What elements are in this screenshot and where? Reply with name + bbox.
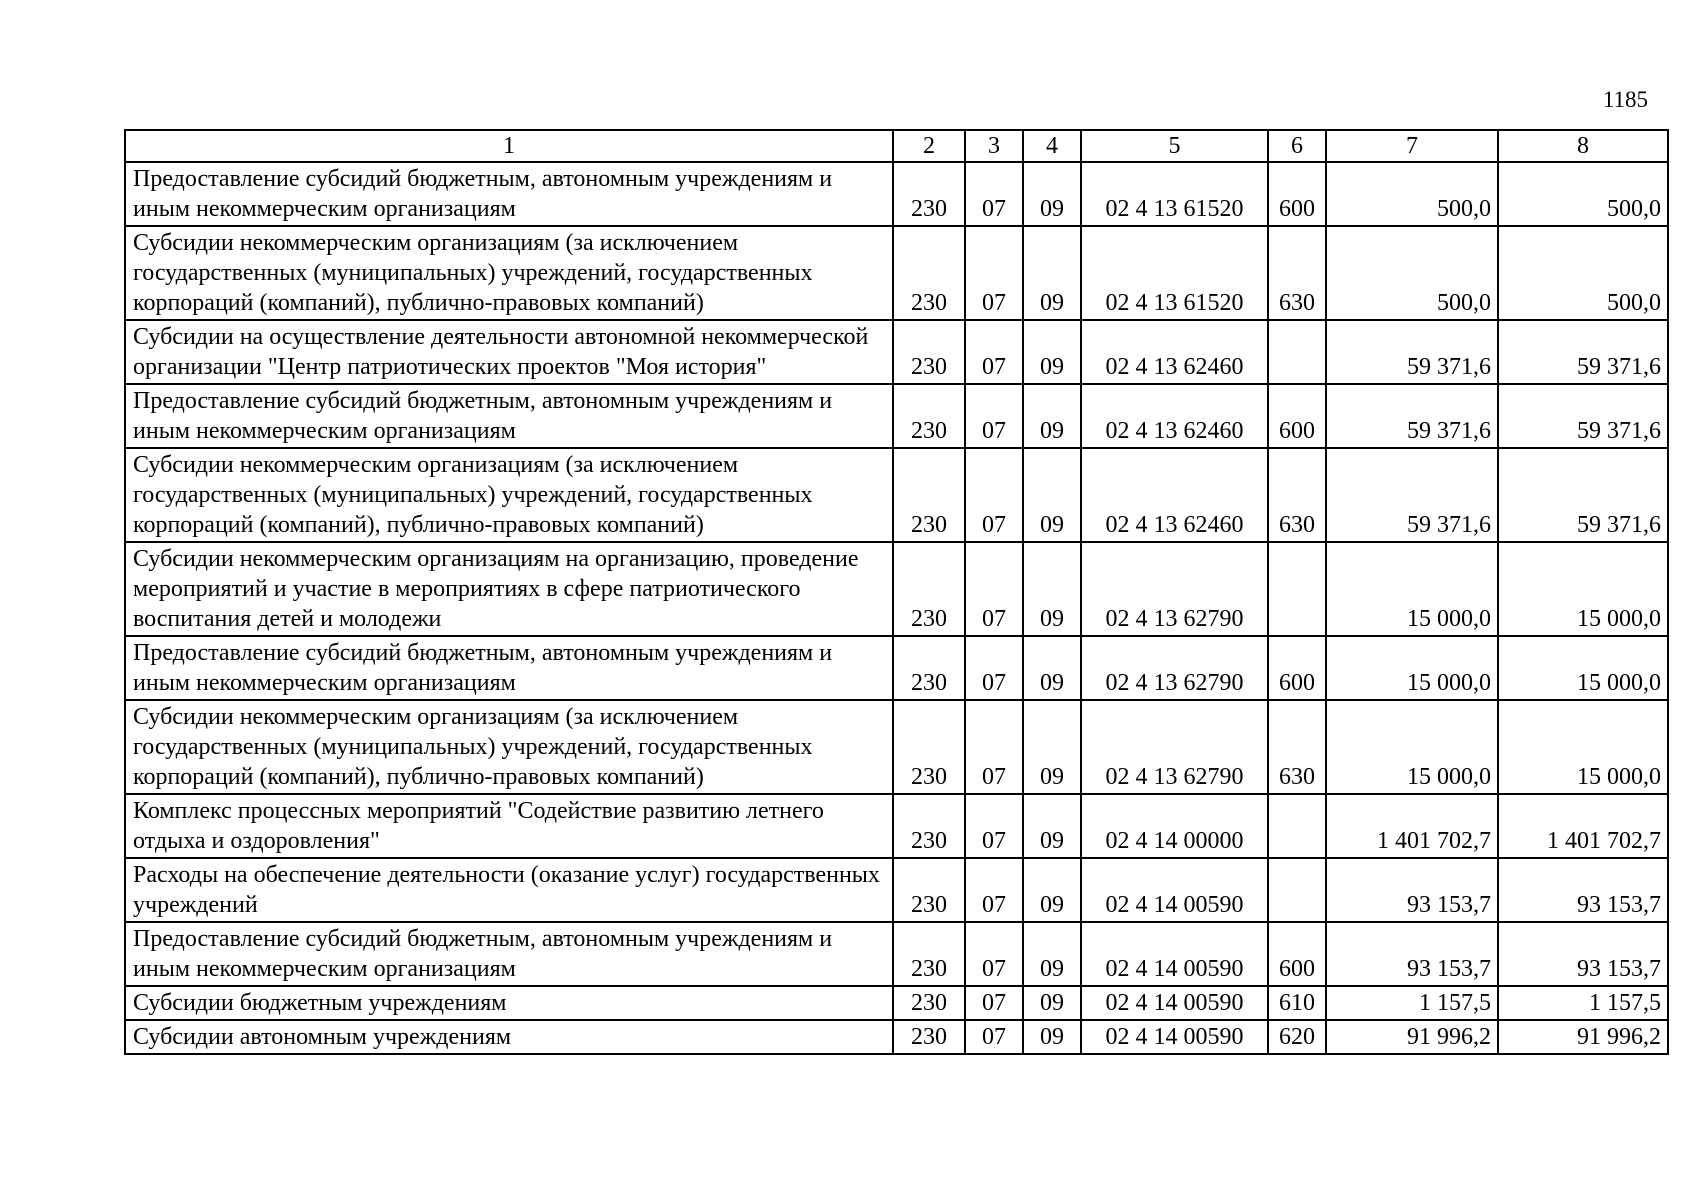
cell-code-2: 230 (893, 542, 965, 636)
cell-code-2: 230 (893, 320, 965, 384)
cell-amount-7: 59 371,6 (1326, 448, 1498, 542)
cell-code-5: 02 4 14 00590 (1081, 1020, 1268, 1054)
table-row (125, 226, 1668, 320)
page-number: 1185 (1602, 87, 1648, 112)
cell-code-6 (1268, 858, 1326, 922)
column-header: 3 (965, 130, 1023, 162)
cell-code-3: 07 (965, 794, 1023, 858)
table-row (125, 986, 1668, 1020)
cell-code-5: 02 4 13 62460 (1081, 320, 1268, 384)
cell-code-6: 630 (1268, 448, 1326, 542)
table-row (125, 542, 1668, 636)
cell-amount-8: 15 000,0 (1498, 542, 1668, 636)
column-header: 8 (1498, 130, 1668, 162)
cell-code-3: 07 (965, 700, 1023, 794)
table-row (125, 1020, 1668, 1054)
cell-code-2: 230 (893, 636, 965, 700)
cell-code-4: 09 (1023, 226, 1081, 320)
cell-code-2: 230 (893, 384, 965, 448)
column-header: 7 (1326, 130, 1498, 162)
cell-code-2: 230 (893, 162, 965, 226)
cell-code-4: 09 (1023, 384, 1081, 448)
cell-code-2: 230 (893, 1020, 965, 1054)
cell-code-6 (1268, 320, 1326, 384)
row-name: Предоставление субсидий бюджетным, автономным учреждениям и иным некоммерческим организациям (125, 162, 893, 226)
cell-amount-7: 59 371,6 (1326, 384, 1498, 448)
cell-code-3: 07 (965, 1020, 1023, 1054)
cell-code-5: 02 4 14 00590 (1081, 858, 1268, 922)
cell-code-2: 230 (893, 448, 965, 542)
cell-amount-7: 1 401 702,7 (1326, 794, 1498, 858)
cell-amount-8: 500,0 (1498, 162, 1668, 226)
row-name: Предоставление субсидий бюджетным, автономным учреждениям и иным некоммерческим организациям (125, 636, 893, 700)
table-row (125, 384, 1668, 448)
cell-code-4: 09 (1023, 858, 1081, 922)
row-name: Расходы на обеспечение деятельности (оказание услуг) государственных учреждений (125, 858, 893, 922)
cell-amount-8: 15 000,0 (1498, 636, 1668, 700)
cell-code-4: 09 (1023, 542, 1081, 636)
row-name: Субсидии некоммерческим организациям (за исключением государственных (муниципальных) учреждений, государственных корпораций (компаний), публично-правовых компаний) (125, 448, 893, 542)
cell-code-6: 600 (1268, 922, 1326, 986)
row-name: Предоставление субсидий бюджетным, автономным учреждениям и иным некоммерческим организациям (125, 384, 893, 448)
column-header: 2 (893, 130, 965, 162)
cell-amount-8: 59 371,6 (1498, 320, 1668, 384)
row-name: Предоставление субсидий бюджетным, автономным учреждениям и иным некоммерческим организациям (125, 922, 893, 986)
header-row (125, 130, 1668, 162)
cell-code-2: 230 (893, 858, 965, 922)
cell-amount-7: 500,0 (1326, 226, 1498, 320)
cell-amount-8: 91 996,2 (1498, 1020, 1668, 1054)
cell-code-5: 02 4 13 62460 (1081, 384, 1268, 448)
cell-code-6: 620 (1268, 1020, 1326, 1054)
cell-amount-7: 1 157,5 (1326, 986, 1498, 1020)
row-name: Субсидии бюджетным учреждениям (125, 986, 893, 1020)
cell-code-4: 09 (1023, 986, 1081, 1020)
cell-code-6: 630 (1268, 226, 1326, 320)
cell-amount-8: 59 371,6 (1498, 448, 1668, 542)
cell-code-4: 09 (1023, 636, 1081, 700)
cell-code-6: 610 (1268, 986, 1326, 1020)
cell-code-5: 02 4 14 00590 (1081, 922, 1268, 986)
row-name: Субсидии на осуществление деятельности автономной некоммерческой организации "Центр патриотических проектов "Моя история" (125, 320, 893, 384)
cell-amount-8: 93 153,7 (1498, 922, 1668, 986)
cell-amount-8: 59 371,6 (1498, 384, 1668, 448)
cell-code-3: 07 (965, 226, 1023, 320)
cell-code-2: 230 (893, 700, 965, 794)
cell-amount-8: 93 153,7 (1498, 858, 1668, 922)
cell-code-3: 07 (965, 858, 1023, 922)
table-row (125, 858, 1668, 922)
cell-code-4: 09 (1023, 448, 1081, 542)
cell-code-3: 07 (965, 448, 1023, 542)
cell-amount-8: 1 401 702,7 (1498, 794, 1668, 858)
cell-code-6: 600 (1268, 384, 1326, 448)
cell-amount-7: 91 996,2 (1326, 1020, 1498, 1054)
cell-code-5: 02 4 14 00590 (1081, 986, 1268, 1020)
cell-code-3: 07 (965, 986, 1023, 1020)
cell-amount-8: 1 157,5 (1498, 986, 1668, 1020)
cell-code-2: 230 (893, 794, 965, 858)
cell-code-4: 09 (1023, 794, 1081, 858)
cell-code-6 (1268, 794, 1326, 858)
cell-amount-7: 500,0 (1326, 162, 1498, 226)
cell-code-3: 07 (965, 320, 1023, 384)
table-row (125, 320, 1668, 384)
column-header: 4 (1023, 130, 1081, 162)
cell-code-6: 600 (1268, 162, 1326, 226)
budget-table (124, 129, 1669, 1055)
cell-code-5: 02 4 13 62790 (1081, 700, 1268, 794)
cell-code-2: 230 (893, 986, 965, 1020)
table-row (125, 162, 1668, 226)
row-name: Субсидии автономным учреждениям (125, 1020, 893, 1054)
cell-code-3: 07 (965, 636, 1023, 700)
cell-amount-8: 500,0 (1498, 226, 1668, 320)
cell-code-4: 09 (1023, 320, 1081, 384)
cell-amount-7: 59 371,6 (1326, 320, 1498, 384)
table-row (125, 794, 1668, 858)
cell-code-3: 07 (965, 542, 1023, 636)
cell-amount-7: 15 000,0 (1326, 542, 1498, 636)
column-header: 5 (1081, 130, 1268, 162)
cell-code-4: 09 (1023, 922, 1081, 986)
cell-code-5: 02 4 13 62790 (1081, 542, 1268, 636)
cell-code-5: 02 4 13 61520 (1081, 226, 1268, 320)
cell-amount-7: 93 153,7 (1326, 858, 1498, 922)
cell-amount-7: 15 000,0 (1326, 636, 1498, 700)
table-row (125, 700, 1668, 794)
table-row (125, 922, 1668, 986)
cell-code-3: 07 (965, 384, 1023, 448)
table-row (125, 448, 1668, 542)
cell-code-2: 230 (893, 226, 965, 320)
cell-code-4: 09 (1023, 700, 1081, 794)
row-name: Комплекс процессных мероприятий "Содействие развитию летнего отдыха и оздоровления" (125, 794, 893, 858)
cell-code-5: 02 4 13 62790 (1081, 636, 1268, 700)
cell-code-5: 02 4 14 00000 (1081, 794, 1268, 858)
cell-amount-7: 93 153,7 (1326, 922, 1498, 986)
cell-amount-8: 15 000,0 (1498, 700, 1668, 794)
cell-code-5: 02 4 13 61520 (1081, 162, 1268, 226)
cell-code-3: 07 (965, 162, 1023, 226)
cell-code-4: 09 (1023, 162, 1081, 226)
cell-code-6 (1268, 542, 1326, 636)
cell-code-5: 02 4 13 62460 (1081, 448, 1268, 542)
column-header: 6 (1268, 130, 1326, 162)
row-name: Субсидии некоммерческим организациям (за исключением государственных (муниципальных) учреждений, государственных корпораций (компаний), публично-правовых компаний) (125, 226, 893, 320)
cell-amount-7: 15 000,0 (1326, 700, 1498, 794)
column-header: 1 (125, 130, 893, 162)
cell-code-6: 600 (1268, 636, 1326, 700)
cell-code-2: 230 (893, 922, 965, 986)
row-name: Субсидии некоммерческим организациям на организацию, проведение мероприятий и участие в мероприятиях в сфере патриотического воспитания детей и молодежи (125, 542, 893, 636)
cell-code-4: 09 (1023, 1020, 1081, 1054)
row-name: Субсидии некоммерческим организациям (за исключением государственных (муниципальных) учреждений, государственных корпораций (компаний), публично-правовых компаний) (125, 700, 893, 794)
table-row (125, 636, 1668, 700)
cell-code-6: 630 (1268, 700, 1326, 794)
cell-code-3: 07 (965, 922, 1023, 986)
